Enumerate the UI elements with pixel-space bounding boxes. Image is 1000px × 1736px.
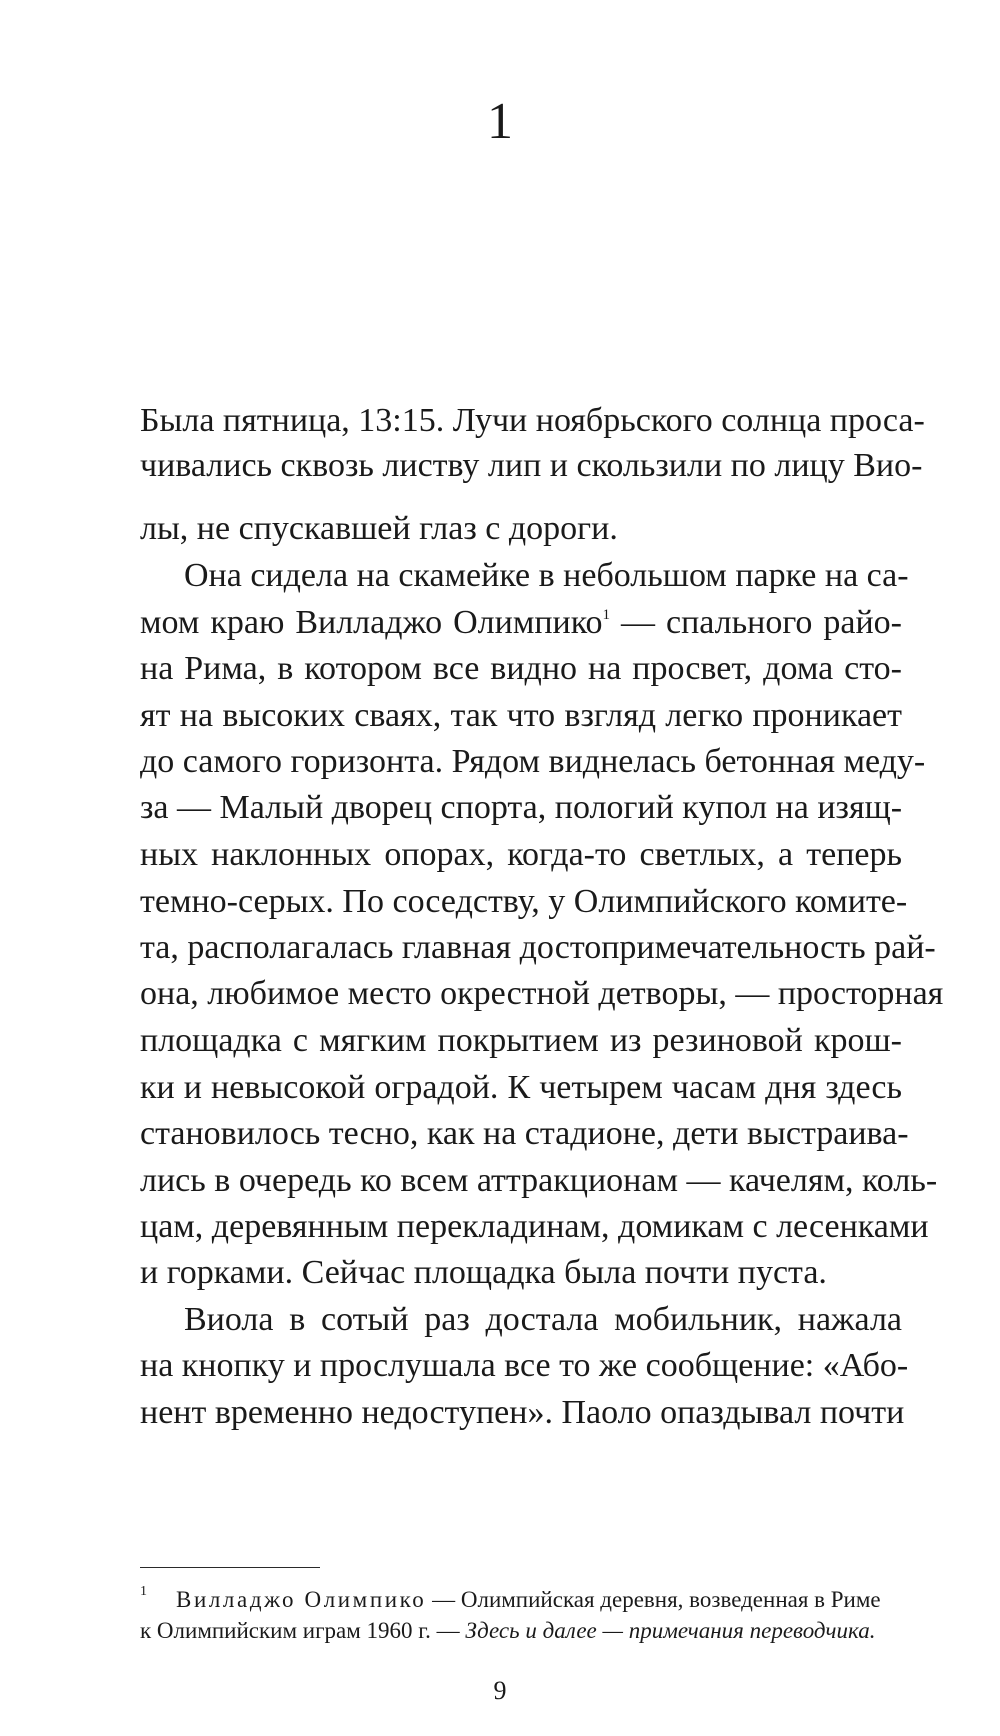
text-fragment: мом краю Вилладжо Олимпико xyxy=(140,604,603,641)
text-line: ки и невысокой оградой. К четырем часам дня здесь xyxy=(140,1069,902,1106)
footnote-rule xyxy=(140,1567,320,1568)
text-line: ных наклонных опорах, когда-то светлых, а теперь xyxy=(140,836,902,873)
text-fragment: — спального райо- xyxy=(610,604,902,641)
footnote-term: Вилладжо Олимпико xyxy=(176,1587,427,1612)
text-line: Была пятница, 13:15. Лучи ноябрьского солнца проса- xyxy=(140,402,925,439)
text-line: Она сидела на скамейке в небольшом парке на са- xyxy=(184,557,909,594)
text-line: она, любимое место окрестной детворы, — просторная xyxy=(140,975,944,1012)
text-line: за — Малый дворец спорта, пологий купол на изящ- xyxy=(140,789,903,826)
text-line: лы, не спускавшей глаз с дороги. xyxy=(140,510,618,547)
text-line: до самого горизонта. Рядом виднелась бетонная меду- xyxy=(140,743,926,780)
text-line: цам, деревянным перекладинам, домикам с лесенками xyxy=(140,1208,929,1245)
text-line: нент временно недоступен». Паоло опаздывал почти xyxy=(140,1394,905,1431)
text-line: и горками. Сейчас площадка была почти пуста. xyxy=(140,1254,827,1291)
text-line: темно-серых. По соседству, у Олимпийского комите- xyxy=(140,883,908,920)
text-line-with-footnote-ref xyxy=(140,602,902,644)
footnote-definition: — Олимпийская деревня, возведенная в Риме xyxy=(426,1587,881,1612)
footnote-marker: 1 xyxy=(140,1584,147,1599)
text-line: площадка с мягким покрытием из резиновой крош- xyxy=(140,1022,902,1059)
text-line: чивались сквозь листву лип и скользили по лицу Вио- xyxy=(140,447,923,484)
text-line: на Рима, в котором все видно на просвет, дома сто- xyxy=(140,650,902,687)
footnote-text xyxy=(176,1585,881,1615)
chapter-number: 1 xyxy=(487,93,513,150)
footnote-text: к Олимпийским играм 1960 г. — xyxy=(140,1618,466,1643)
text-line: ят на высоких сваях, так что взгляд легко проникает xyxy=(140,697,902,734)
page-number: 9 xyxy=(493,1676,507,1705)
text-line: становилось тесно, как на стадионе, дети выстраива- xyxy=(140,1115,909,1152)
footnote-ref[interactable]: 1 xyxy=(602,607,611,623)
text-line: лись в очередь ко всем аттракционам — качелям, коль- xyxy=(140,1162,938,1199)
footnote-line xyxy=(140,1616,902,1646)
text-line: на кнопку и прослушала все то же сообщение: «Або- xyxy=(140,1347,909,1384)
footnote-translator-note: Здесь и далее — примечания переводчика. xyxy=(465,1618,876,1643)
text-line: та, располагалась главная достопримечательность рай- xyxy=(140,929,936,966)
text-line: Виола в сотый раз достала мобильник, нажала xyxy=(184,1301,902,1338)
